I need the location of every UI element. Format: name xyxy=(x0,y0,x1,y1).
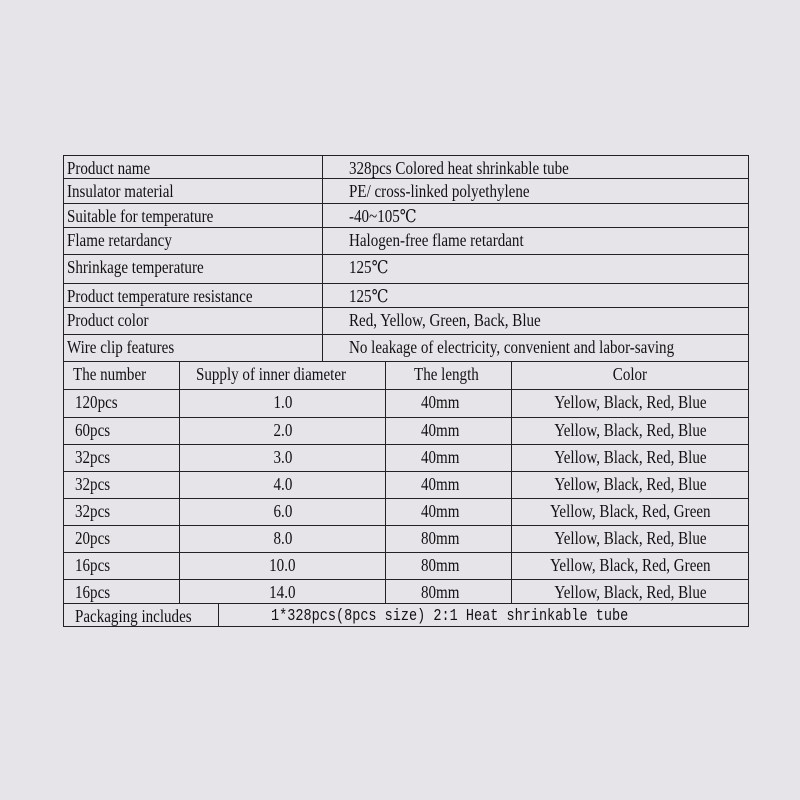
cell-length: 80mm xyxy=(386,526,512,552)
cell-number: 120pcs xyxy=(64,390,180,417)
cell-length: 40mm xyxy=(386,499,512,525)
cell-diameter: 10.0 xyxy=(180,553,386,579)
spec-row-insulator-material xyxy=(64,179,748,204)
spec-row-temperature-resistance xyxy=(64,284,748,308)
table-row xyxy=(64,526,748,553)
header-length: The length xyxy=(386,362,512,389)
spec-label: Product name xyxy=(64,156,323,178)
cell-color: Yellow, Black, Red, Blue xyxy=(553,447,707,467)
spec-value: PE/ cross-linked polyethylene xyxy=(349,181,530,201)
cell-diameter: 3.0 xyxy=(180,445,386,471)
table-row xyxy=(64,445,748,472)
cell-number: 16pcs xyxy=(64,553,180,579)
spec-row-wire-clip-features xyxy=(64,335,748,362)
spec-row-product-name xyxy=(64,156,748,179)
table-row xyxy=(64,472,748,499)
spec-value: 328pcs Colored heat shrinkable tube xyxy=(349,158,569,178)
table-row xyxy=(64,390,748,418)
header-color: Color xyxy=(612,364,648,384)
table-row xyxy=(64,580,748,604)
spec-value: 125℃ xyxy=(349,286,389,306)
table-row xyxy=(64,553,748,580)
spec-table xyxy=(63,155,749,627)
header-number: The number xyxy=(64,362,180,389)
spec-value: -40~105℃ xyxy=(349,206,417,226)
cell-number: 16pcs xyxy=(64,580,180,603)
cell-color: Yellow, Black, Red, Blue xyxy=(553,420,707,440)
spec-label: Product temperature resistance xyxy=(64,284,323,307)
spec-label: Wire clip features xyxy=(64,335,323,361)
grid-header-row xyxy=(64,362,748,390)
cell-diameter: 4.0 xyxy=(180,472,386,498)
spec-row-temperature xyxy=(64,204,748,228)
cell-color: Yellow, Black, Red, Green xyxy=(549,555,711,575)
spec-row-flame-retardancy xyxy=(64,228,748,255)
cell-color: Yellow, Black, Red, Green xyxy=(549,501,711,521)
cell-color: Yellow, Black, Red, Blue xyxy=(553,392,707,412)
cell-diameter: 14.0 xyxy=(180,580,386,603)
spec-row-shrinkage-temperature xyxy=(64,255,748,284)
cell-diameter: 8.0 xyxy=(180,526,386,552)
packaging-row xyxy=(64,604,748,626)
cell-length: 40mm xyxy=(386,445,512,471)
cell-color: Yellow, Black, Red, Blue xyxy=(553,528,707,548)
table-row xyxy=(64,418,748,445)
cell-number: 60pcs xyxy=(64,418,180,444)
cell-diameter: 6.0 xyxy=(180,499,386,525)
spec-label: Product color xyxy=(64,308,323,334)
spec-value: Halogen-free flame retardant xyxy=(349,230,524,250)
table-row xyxy=(64,499,748,526)
spec-label: Suitable for temperature xyxy=(64,204,323,227)
header-inner-diameter: Supply of inner diameter xyxy=(180,362,386,389)
packaging-value: 1*328pcs(8pcs size) 2:1 Heat shrinkable tube xyxy=(271,606,629,625)
cell-number: 32pcs xyxy=(64,445,180,471)
spec-label: Flame retardancy xyxy=(64,228,323,254)
cell-diameter: 2.0 xyxy=(180,418,386,444)
cell-number: 20pcs xyxy=(64,526,180,552)
spec-value: No leakage of electricity, convenient and labor-saving xyxy=(349,337,675,357)
cell-length: 40mm xyxy=(386,390,512,417)
packaging-label: Packaging includes xyxy=(64,604,219,626)
cell-color: Yellow, Black, Red, Blue xyxy=(553,474,707,494)
spec-value: 125℃ xyxy=(349,257,389,277)
cell-number: 32pcs xyxy=(64,499,180,525)
cell-diameter: 1.0 xyxy=(180,390,386,417)
spec-label: Insulator material xyxy=(64,179,323,203)
cell-color: Yellow, Black, Red, Blue xyxy=(553,582,707,602)
spec-label: Shrinkage temperature xyxy=(64,255,323,283)
cell-length: 40mm xyxy=(386,472,512,498)
spec-value: Red, Yellow, Green, Back, Blue xyxy=(349,310,541,330)
cell-length: 80mm xyxy=(386,580,512,603)
cell-length: 40mm xyxy=(386,418,512,444)
cell-length: 80mm xyxy=(386,553,512,579)
cell-number: 32pcs xyxy=(64,472,180,498)
spec-row-product-color xyxy=(64,308,748,335)
